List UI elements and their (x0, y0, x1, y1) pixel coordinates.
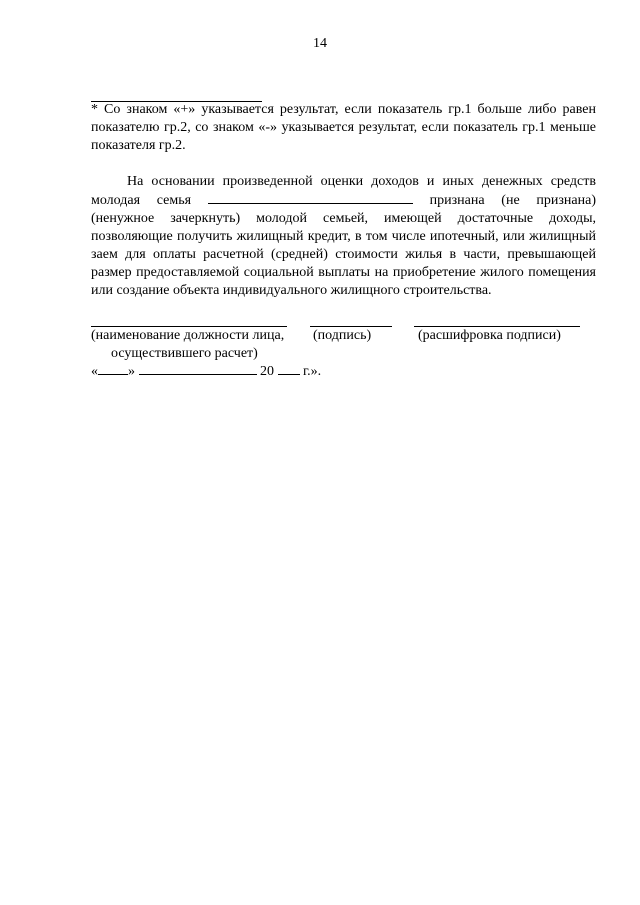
year-blank (278, 363, 300, 375)
assessment-paragraph (91, 173, 596, 300)
paragraph-part-2: признана (не признана) (ненужное зачеркнуть) молодой семьей, имеющей достаточные доходы, позволяющие получить жилищный кредит, в том числе ипотечный, или жилищный заем для оплаты расчетной (средней) стоимости жилья в части, превышающей размер предоставляемой социальной выплаты на приобретение жилого помещения или создание объекта индивидуального жилищного строительства. (91, 193, 597, 298)
signature-label: (подпись) (313, 328, 372, 343)
date-open-quote: « (91, 364, 98, 379)
position-label-continued: осуществившего расчет) (111, 346, 258, 361)
month-blank (139, 363, 257, 375)
family-name-blank (208, 191, 413, 204)
date-close-quote: » (128, 364, 135, 379)
decoding-label: (расшифровка подписи) (418, 328, 561, 343)
year-prefix: 20 (260, 364, 274, 379)
date-line (91, 363, 321, 381)
footnote: * Со знаком «+» указывается результат, если показатель гр.1 больше либо равен показателю гр.2, со знаком «-» указывается результат, если показатель гр.1 меньше показателя гр.2. (91, 102, 596, 153)
position-label: (наименование должности лица, (91, 328, 285, 343)
year-suffix: г.». (303, 364, 322, 379)
paragraph-part-1: На основании произведенной оценки доходов и иных денежных средств молодая семья (91, 174, 596, 208)
page-number: 14 (313, 36, 327, 51)
day-blank (98, 363, 128, 375)
